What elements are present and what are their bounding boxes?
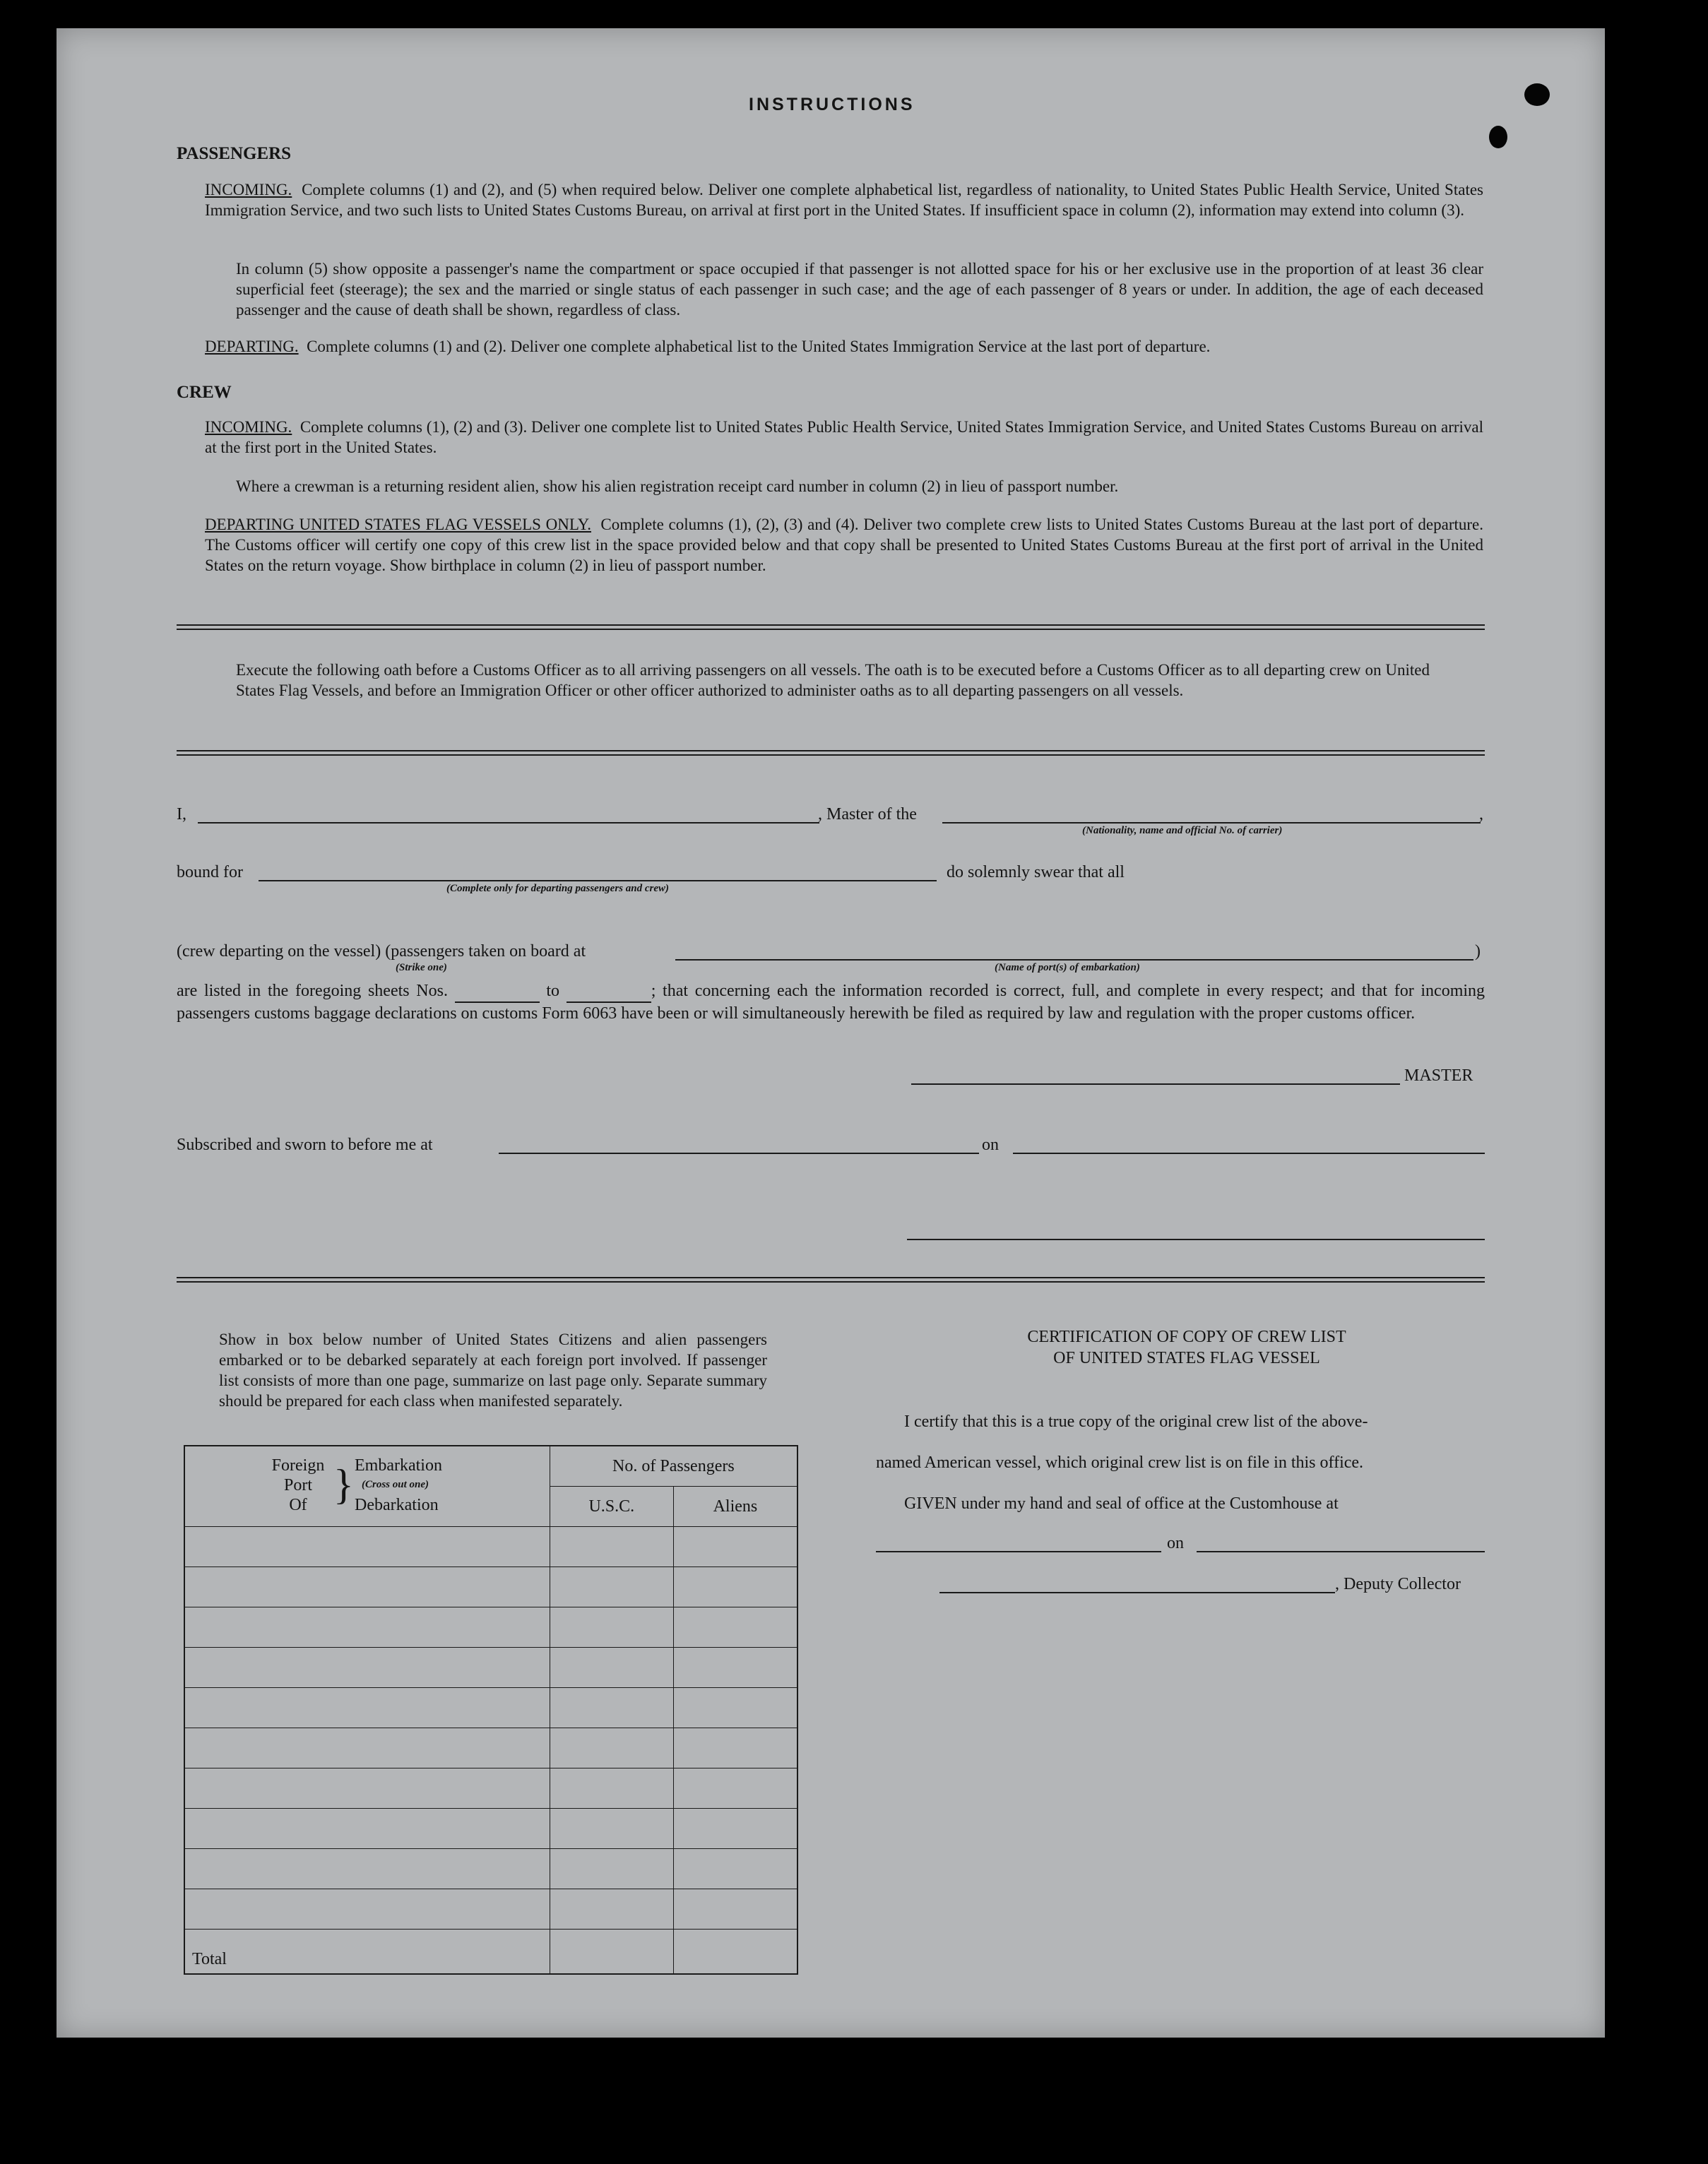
incoming-label: INCOMING.: [205, 181, 292, 198]
table-row: [184, 1648, 797, 1688]
subscribed-label: Subscribed and sworn to before me at: [177, 1136, 433, 1154]
listed-paragraph: [177, 980, 1485, 1024]
passengers-incoming: [205, 179, 1483, 220]
ink-blot: [1489, 126, 1507, 148]
aliens-total-cell[interactable]: [673, 1930, 797, 1975]
crew-departing-text: Complete columns (1), (2), (3) and (4). Deliver two complete crew lists to United States Customs Bureau at the last port of departure. The Customs officer will certify one copy of this crew list in the space provided below and that copy shall be presented to United States Customs Bureau at the first port of arrival in the United States on the return voyage. Show birthplace in column (2) in lieu of passport number.: [205, 516, 1484, 574]
crew-passengers-text: (crew departing on the vessel) (passengers taken on board at: [177, 942, 586, 961]
port-embarkation-field[interactable]: [675, 959, 1473, 961]
port-cell[interactable]: [184, 1688, 550, 1728]
strike-one-caption: (Strike one): [396, 962, 447, 973]
aliens-cell[interactable]: [673, 1889, 797, 1930]
usc-cell[interactable]: [550, 1527, 673, 1567]
crew-heading: CREW: [177, 383, 232, 402]
total-row: [184, 1930, 797, 1975]
master-name-field[interactable]: [198, 822, 819, 824]
usc-cell[interactable]: [550, 1688, 673, 1728]
subscribed-on: on: [982, 1136, 999, 1154]
usc-cell[interactable]: [550, 1809, 673, 1849]
usc-header: U.S.C.: [550, 1487, 673, 1527]
usc-cell[interactable]: [550, 1567, 673, 1607]
usc-cell[interactable]: [550, 1768, 673, 1809]
table-row: [184, 1607, 797, 1648]
page-title: INSTRUCTIONS: [749, 95, 915, 114]
brace: }: [333, 1461, 354, 1508]
table-row: [184, 1889, 797, 1930]
crew-departing-label: DEPARTING UNITED STATES FLAG VESSELS ONLY.: [205, 516, 591, 533]
aliens-header: Aliens: [673, 1487, 797, 1527]
aliens-cell[interactable]: [673, 1567, 797, 1607]
col-foreign: Foreign: [271, 1456, 325, 1475]
certification-title-2: OF UNITED STATES FLAG VESSEL: [1053, 1349, 1320, 1367]
aliens-cell[interactable]: [673, 1809, 797, 1849]
officer-signature-field[interactable]: [907, 1239, 1485, 1240]
master-of-label: , Master of the: [818, 805, 917, 824]
aliens-cell[interactable]: [673, 1728, 797, 1768]
bound-for-label: bound for: [177, 863, 243, 881]
oath-i-label: I,: [177, 805, 186, 824]
complete-only-caption: (Complete only for departing passengers and crew): [446, 883, 669, 894]
port-cell[interactable]: [184, 1889, 550, 1930]
aliens-cell[interactable]: [673, 1849, 797, 1889]
usc-cell[interactable]: [550, 1728, 673, 1768]
close-paren: ): [1475, 942, 1481, 961]
col-of: Of: [289, 1496, 307, 1514]
usc-cell[interactable]: [550, 1607, 673, 1648]
crew-incoming: [205, 417, 1483, 458]
aliens-cell[interactable]: [673, 1688, 797, 1728]
customhouse-place-field[interactable]: [876, 1551, 1161, 1552]
port-cell[interactable]: [184, 1809, 550, 1849]
subscribed-date-field[interactable]: [1013, 1153, 1485, 1154]
passengers-departing: [205, 336, 1483, 357]
master-signature-field[interactable]: [911, 1083, 1400, 1085]
passengers-column5: In column (5) show opposite a passenger's name the compartment or space occupied if that passenger is not allotted space for his or her exclusive use in the proportion of at least 36 clear superficial feet (steerage); the sex and the married or single status of each passenger in such case; and the age of each passenger of 8 years or under. In addition, the age of each deceased passenger and the cause of death shall be shown, regardless of class.: [236, 260, 1483, 319]
usc-cell[interactable]: [550, 1849, 673, 1889]
certify-on: on: [1167, 1534, 1184, 1552]
listed-prefix: are listed in the foregoing sheets Nos.: [177, 982, 448, 1000]
comma: ,: [1479, 805, 1483, 824]
table-row: [184, 1809, 797, 1849]
crew-departing: [205, 514, 1483, 576]
incoming-text: Complete columns (1) and (2), and (5) when required below. Deliver one complete alphabetical list, regardless of nationality, to United States Public Health Service, United States Immigration Service, and two such lists to United States Customs Bureau, on arrival at first port in the United States. If insufficient space in column (2), information may extend into column (3).: [205, 181, 1483, 219]
usc-total-cell[interactable]: [550, 1930, 673, 1975]
aliens-cell[interactable]: [673, 1768, 797, 1809]
col-cross: (Cross out one): [362, 1479, 429, 1490]
listed-text: ; that concerning each the information recorded is correct, full, and complete in every respect; and that for incoming passengers customs baggage declarations on customs Form 6063 have been or will simultaneously herewith be filed as required by law and regulation with the proper customs officer.: [177, 982, 1485, 1023]
certification-title-1: CERTIFICATION OF COPY OF CREW LIST: [1027, 1328, 1346, 1346]
given-line: GIVEN under my hand and seal of office at the Customhouse at: [904, 1494, 1339, 1513]
carrier-caption: (Nationality, name and official No. of carrier): [1082, 825, 1283, 836]
col-embarkation: Embarkation: [355, 1456, 442, 1475]
total-label: Total: [184, 1930, 550, 1975]
crew-incoming-text: Complete columns (1), (2) and (3). Deliver one complete list to United States Public Health Service, United States Immigration Service, and United States Customs Bureau on arrival at the first port in the United States.: [205, 418, 1483, 456]
table-row: [184, 1768, 797, 1809]
table-row: [184, 1567, 797, 1607]
ink-blot: [1524, 83, 1550, 106]
passenger-summary-table: [184, 1445, 798, 1975]
deputy-signature-field[interactable]: [939, 1592, 1335, 1593]
table-row: [184, 1728, 797, 1768]
listed-to: to: [546, 982, 559, 1000]
port-cell[interactable]: [184, 1728, 550, 1768]
summary-text: Show in box below number of United States Citizens and alien passengers embarked or to be debarked separately at each foreign port involved. If passenger list consists of more than one page, summarize on last page only. Separate summary should be prepared for each class when manifested separately.: [219, 1331, 767, 1410]
certify-line-2: named American vessel, which original crew list is on file in this office.: [876, 1453, 1364, 1472]
no-passengers-header: No. of Passengers: [550, 1446, 797, 1487]
certify-date-field[interactable]: [1197, 1551, 1485, 1552]
table-row: [184, 1688, 797, 1728]
subscribed-place-field[interactable]: [499, 1153, 979, 1154]
port-cell[interactable]: [184, 1648, 550, 1688]
crew-incoming-label: INCOMING.: [205, 418, 292, 436]
oath-intro: Execute the following oath before a Customs Officer as to all arriving passengers on all vessels. The oath is to be executed before a Customs Officer as to all departing crew on United States Flag Vessels, and before an Immigration Officer or other officer authorized to administer oaths as to all departing passengers on all vessels.: [236, 661, 1430, 699]
col-port: Port: [283, 1476, 312, 1494]
departing-label: DEPARTING.: [205, 338, 299, 355]
passengers-heading: PASSENGERS: [177, 144, 292, 163]
col-debarkation: Debarkation: [355, 1496, 439, 1514]
aliens-cell[interactable]: [673, 1648, 797, 1688]
port-cell[interactable]: [184, 1849, 550, 1889]
port-header: [184, 1446, 550, 1527]
aliens-cell[interactable]: [673, 1607, 797, 1648]
master-label: MASTER: [1404, 1066, 1473, 1085]
port-cell[interactable]: [184, 1567, 550, 1607]
crew-resident: Where a crewman is a returning resident alien, show his alien registration receipt card number in column (2) in lieu of passport number.: [236, 477, 1119, 495]
carrier-field[interactable]: [942, 822, 1481, 824]
port-cell[interactable]: [184, 1607, 550, 1648]
swear-text: do solemnly swear that all: [947, 863, 1125, 881]
certify-line-1: I certify that this is a true copy of the original crew list of the above-: [904, 1413, 1368, 1431]
divider: [177, 624, 1485, 630]
deputy-collector-label: , Deputy Collector: [1335, 1575, 1461, 1593]
table-row: [184, 1527, 797, 1567]
usc-cell[interactable]: [550, 1889, 673, 1930]
port-caption: (Name of port(s) of embarkation): [995, 962, 1140, 973]
usc-cell[interactable]: [550, 1648, 673, 1688]
bound-for-field[interactable]: [259, 880, 937, 881]
port-cell[interactable]: [184, 1527, 550, 1567]
divider: [177, 1277, 1485, 1283]
divider: [177, 750, 1485, 756]
sheet-to-field[interactable]: [567, 980, 651, 1003]
aliens-cell[interactable]: [673, 1527, 797, 1567]
port-cell[interactable]: [184, 1768, 550, 1809]
sheet-from-field[interactable]: [455, 980, 540, 1003]
departing-text: Complete columns (1) and (2). Deliver one complete alphabetical list to the United States Immigration Service at the last port of departure.: [307, 338, 1211, 355]
table-row: [184, 1849, 797, 1889]
